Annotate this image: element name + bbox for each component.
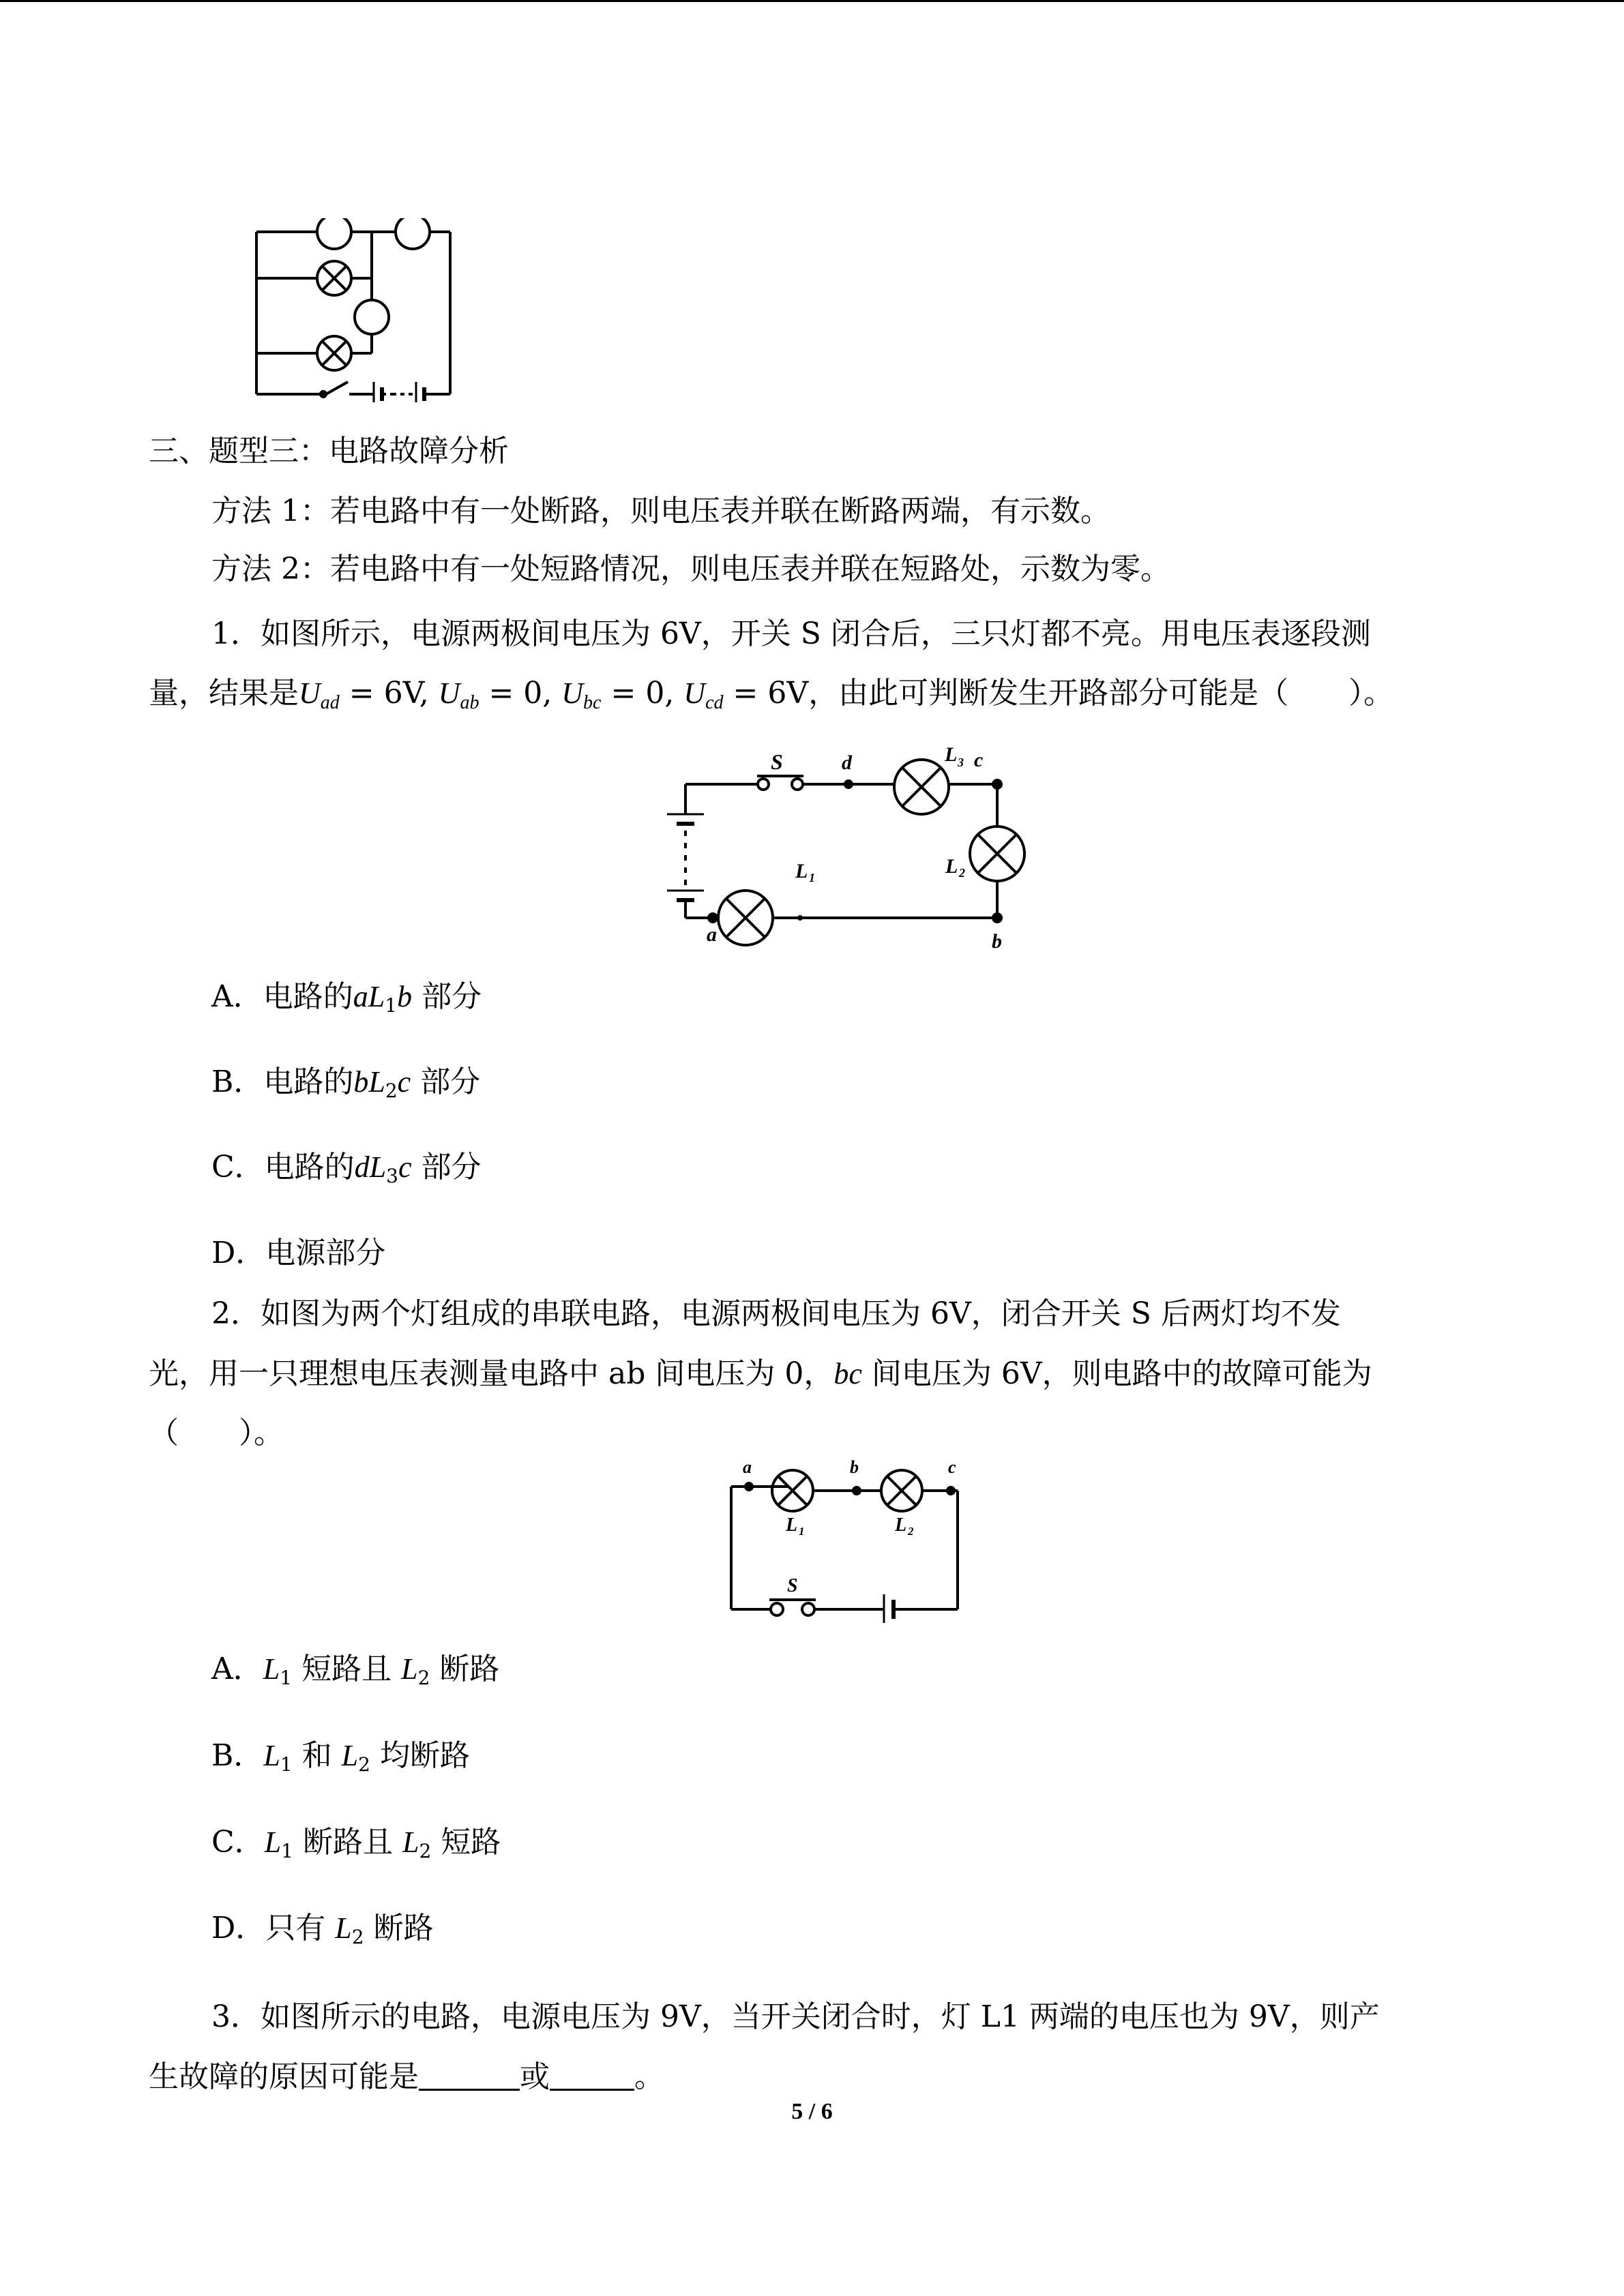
- q2-option-d-text: $L_2$ 断路: [335, 1911, 434, 1948]
- q2-option-a-label: A．: [211, 1652, 263, 1686]
- q1-option-d[interactable]: D．电源部分: [211, 1236, 386, 1270]
- q2-option-d[interactable]: [211, 1908, 434, 1958]
- q1-label-b: b: [992, 930, 1002, 953]
- q1-option-c[interactable]: [211, 1147, 482, 1197]
- q1-label-L2: L: [945, 855, 958, 878]
- question-3-line-2: [149, 2057, 664, 2098]
- section-heading: 三、题型三：电路故障分析: [149, 434, 509, 468]
- q1-option-b[interactable]: [211, 1062, 480, 1112]
- q1-option-a-label: A．电路的: [211, 979, 353, 1014]
- q1-label-c: c: [974, 749, 984, 771]
- q2-label-L2-sub: 2: [908, 1525, 914, 1538]
- q1-label-L1: L: [795, 860, 808, 882]
- q2-option-a[interactable]: [211, 1649, 499, 1699]
- question-1-line-2: [149, 673, 1393, 724]
- q1-option-a-tail: 部分: [422, 979, 482, 1014]
- method-1: 方法 1：若电路中有一处断路，则电压表并联在断路两端，有示数。: [211, 494, 1110, 528]
- q2-option-c[interactable]: [211, 1822, 501, 1872]
- q2-label-b: b: [850, 1457, 859, 1477]
- question-1-formula: $U_{ad} = 6V$, $U_{ab} = 0$, $U_{bc} = 0$, $U_{cd} = 6V$: [299, 676, 809, 713]
- q2-label-L2: L: [895, 1515, 907, 1536]
- q1-label-L2-sub: 2: [959, 866, 965, 880]
- question-2-line-2: [149, 1354, 1372, 1395]
- q2-option-d-label: D．只有: [211, 1911, 326, 1945]
- q1-label-L3-sub: 3: [958, 756, 964, 769]
- q1-label-a: a: [707, 923, 717, 946]
- question-3-line-2-mid: 或: [520, 2059, 550, 2094]
- question-3-line-2-suffix: 。: [634, 2059, 664, 2094]
- question-2-line-2-suffix: 间电压为 6V，则电路中的故障可能为: [861, 1356, 1372, 1391]
- question-1-line-2-prefix: 量，结果是: [149, 676, 299, 711]
- q2-label-S: S: [787, 1575, 798, 1596]
- question-2-line-1: 2．如图为两个灯组成的串联电路，电源两极间电压为 6V，闭合开关 S 后两灯均不发: [211, 1296, 1341, 1331]
- question-1-line-1: 1．如图所示，电源两极间电压为 6V，开关 S 闭合后，三只灯都不亮。用电压表逐段测: [211, 616, 1371, 651]
- question-3-line-1: [211, 1997, 1380, 2038]
- circuit-figure-q2: [723, 1452, 969, 1623]
- page-number: 5 / 6: [791, 2099, 833, 2124]
- q2-label-a: a: [743, 1457, 752, 1477]
- q2-option-b[interactable]: [211, 1735, 470, 1785]
- q1-option-b-tail: 部分: [420, 1064, 481, 1099]
- q1-label-L1-sub: 1: [809, 871, 815, 884]
- method-2: 方法 2：若电路中有一处短路情况，则电压表并联在短路处，示数为零。: [211, 552, 1170, 586]
- q2-label-c: c: [948, 1457, 956, 1477]
- question-2-line-2-prefix: 光，用一只理想电压表测量电路中 ab 间电压为 0，: [149, 1356, 834, 1391]
- q1-option-c-expr: $dL_3c$: [354, 1150, 412, 1187]
- q1-label-S: S: [771, 749, 783, 774]
- q1-option-a-expr: $aL_1b$: [353, 980, 413, 1017]
- q1-option-b-label: B．电路的: [211, 1064, 354, 1099]
- q1-option-c-label: C．电路的: [211, 1150, 355, 1184]
- q1-option-b-expr: $bL_2c$: [353, 1065, 411, 1102]
- question-1-line-2-suffix: ，由此可判断发生开路部分可能是（ ）。: [808, 676, 1394, 711]
- q2-option-b-text: $L_1$ 和 $L_2$ 均断路: [263, 1738, 470, 1776]
- circuit-figure-top: [252, 218, 457, 402]
- q2-option-c-text: $L_1$ 断路且 $L_2$ 短路: [264, 1825, 501, 1862]
- question-3-line-1-text: 3．如图所示的电路，电源电压为 9V，当开关闭合时，灯 L1 两端的电压也为 9V，则产: [211, 1999, 1380, 2034]
- q1-option-a[interactable]: [211, 976, 482, 1026]
- question-2-var-bc: bc: [833, 1357, 862, 1390]
- q1-label-d: d: [842, 751, 852, 774]
- answer-blank-2[interactable]: [550, 2059, 634, 2091]
- answer-blank-1[interactable]: [419, 2059, 520, 2091]
- circuit-figure-q1-lower: [655, 743, 1050, 955]
- q1-label-L3: L: [945, 743, 958, 766]
- q2-option-c-label: C．: [211, 1825, 265, 1860]
- q2-option-b-label: B．: [211, 1738, 264, 1773]
- q1-option-c-tail: 部分: [421, 1150, 482, 1184]
- q2-option-a-text: $L_1$ 短路且 $L_2$ 断路: [263, 1652, 500, 1689]
- question-3-line-2-prefix: 生故障的原因可能是: [149, 2059, 419, 2094]
- question-2-line-3: （ ）。: [149, 1416, 284, 1450]
- q2-label-L1-sub: 1: [799, 1525, 805, 1538]
- q2-label-L1: L: [786, 1515, 798, 1536]
